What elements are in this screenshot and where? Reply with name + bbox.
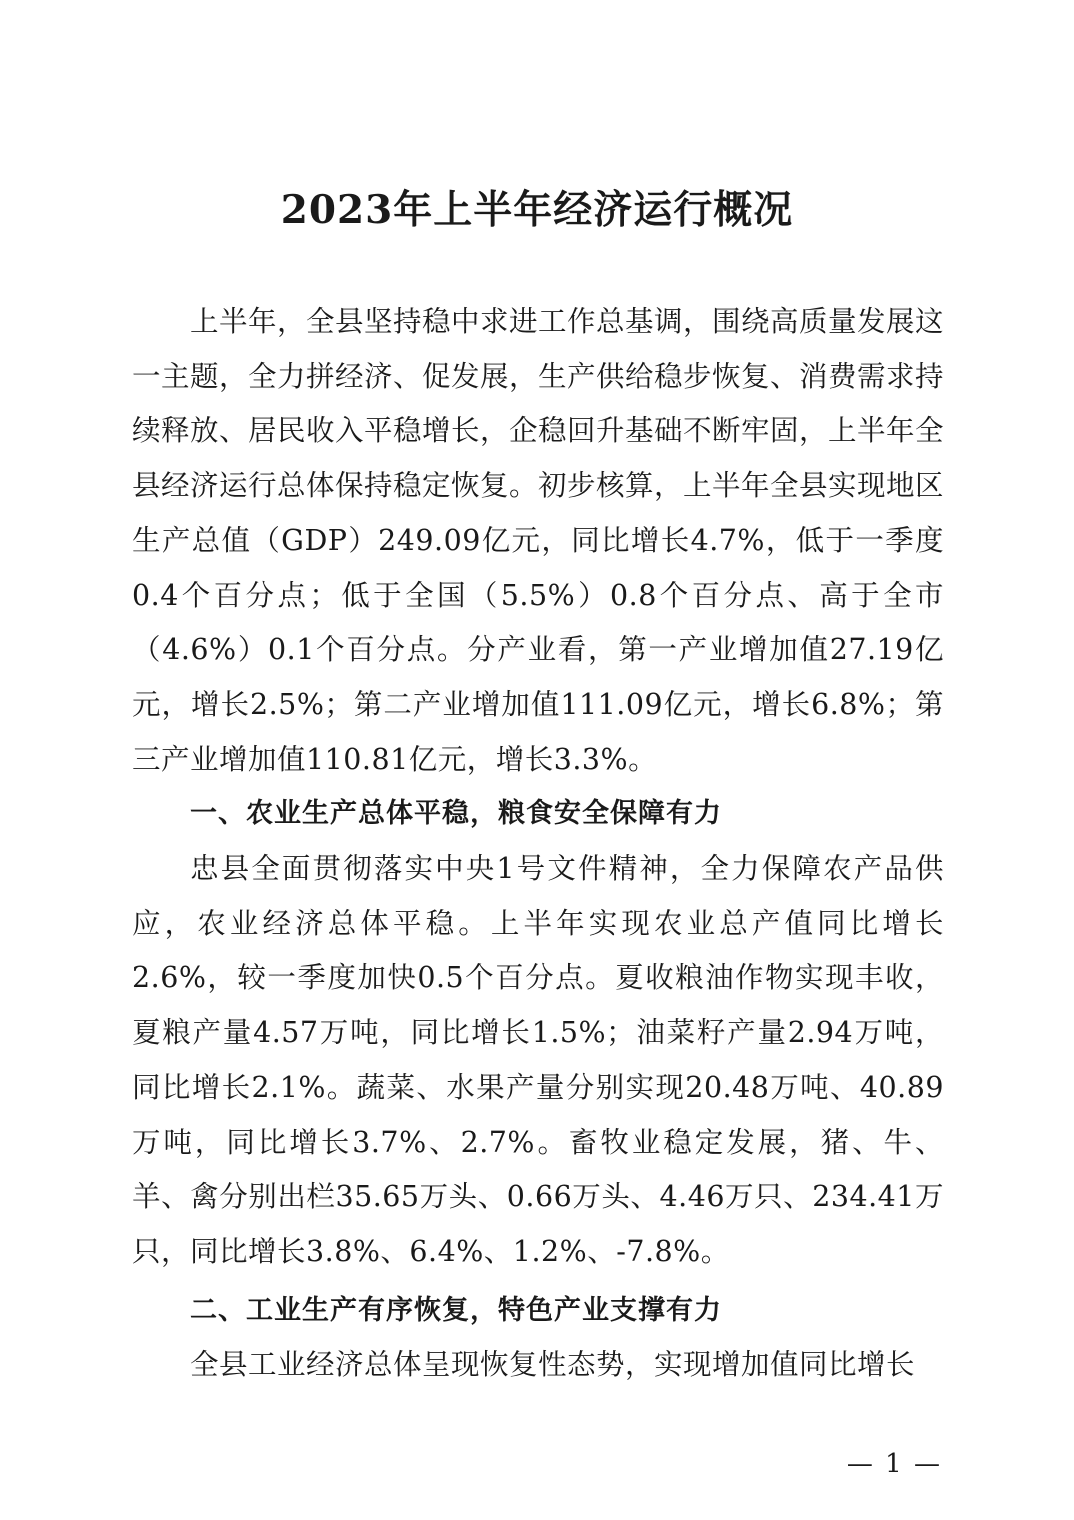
document-body bbox=[132, 295, 944, 1393]
section-heading-industry: 二、工业生产有序恢复，特色产业支撑有力 bbox=[190, 1294, 722, 1326]
section-heading-agriculture: 一、农业生产总体平稳，粮食安全保障有力 bbox=[190, 798, 722, 830]
page-number: — 1 — bbox=[846, 1449, 942, 1479]
document-title: 2023年上半年经济运行概况 bbox=[280, 187, 794, 233]
industry-paragraph: 全县工业经济总体呈现恢复性态势，实现增加值同比增长 bbox=[190, 1348, 916, 1382]
intro-paragraph: 上半年，全县坚持稳中求进工作总基调，围绕高质量发展这一主题，全力拼经济、促发展，生产供给稳步恢复、消费需求持续释放、居民收入平稳增长，企稳回升基础不断牢固，上半年全县经济运行总体保持稳定恢复。初步核算，上半年全县实现地区生产总值（GDP）249.09亿元，同比增长4.7%，低于一季度0.4个百分点；低于全国（5.5%）0.8个百分点、高于全市（4.6%）0.1个百分点。分产业看，第一产业增加值27.19亿元，增长2.5%；第二产业增加值111.09亿元，增长6.8%；第三产业增加值110.81亿元，增长3.3%。 bbox=[132, 305, 945, 776]
agriculture-paragraph: 忠县全面贯彻落实中央1号文件精神，全力保障农产品供应，农业经济总体平稳。上半年实现农业总产值同比增长2.6%，较一季度加快0.5个百分点。夏收粮油作物实现丰收，夏粮产量4.57万吨，同比增长1.5%；油菜籽产量2.94万吨，同比增长2.1%。蔬菜、水果产量分别实现20.48万吨、40.89万吨，同比增长3.7%、2.7%。畜牧业稳定发展，猪、牛、羊、禽分别出栏35.65万头、0.66万头、4.46万只、234.41万只，同比增长3.8%、6.4%、1.2%、-7.8%。 bbox=[132, 852, 944, 1268]
